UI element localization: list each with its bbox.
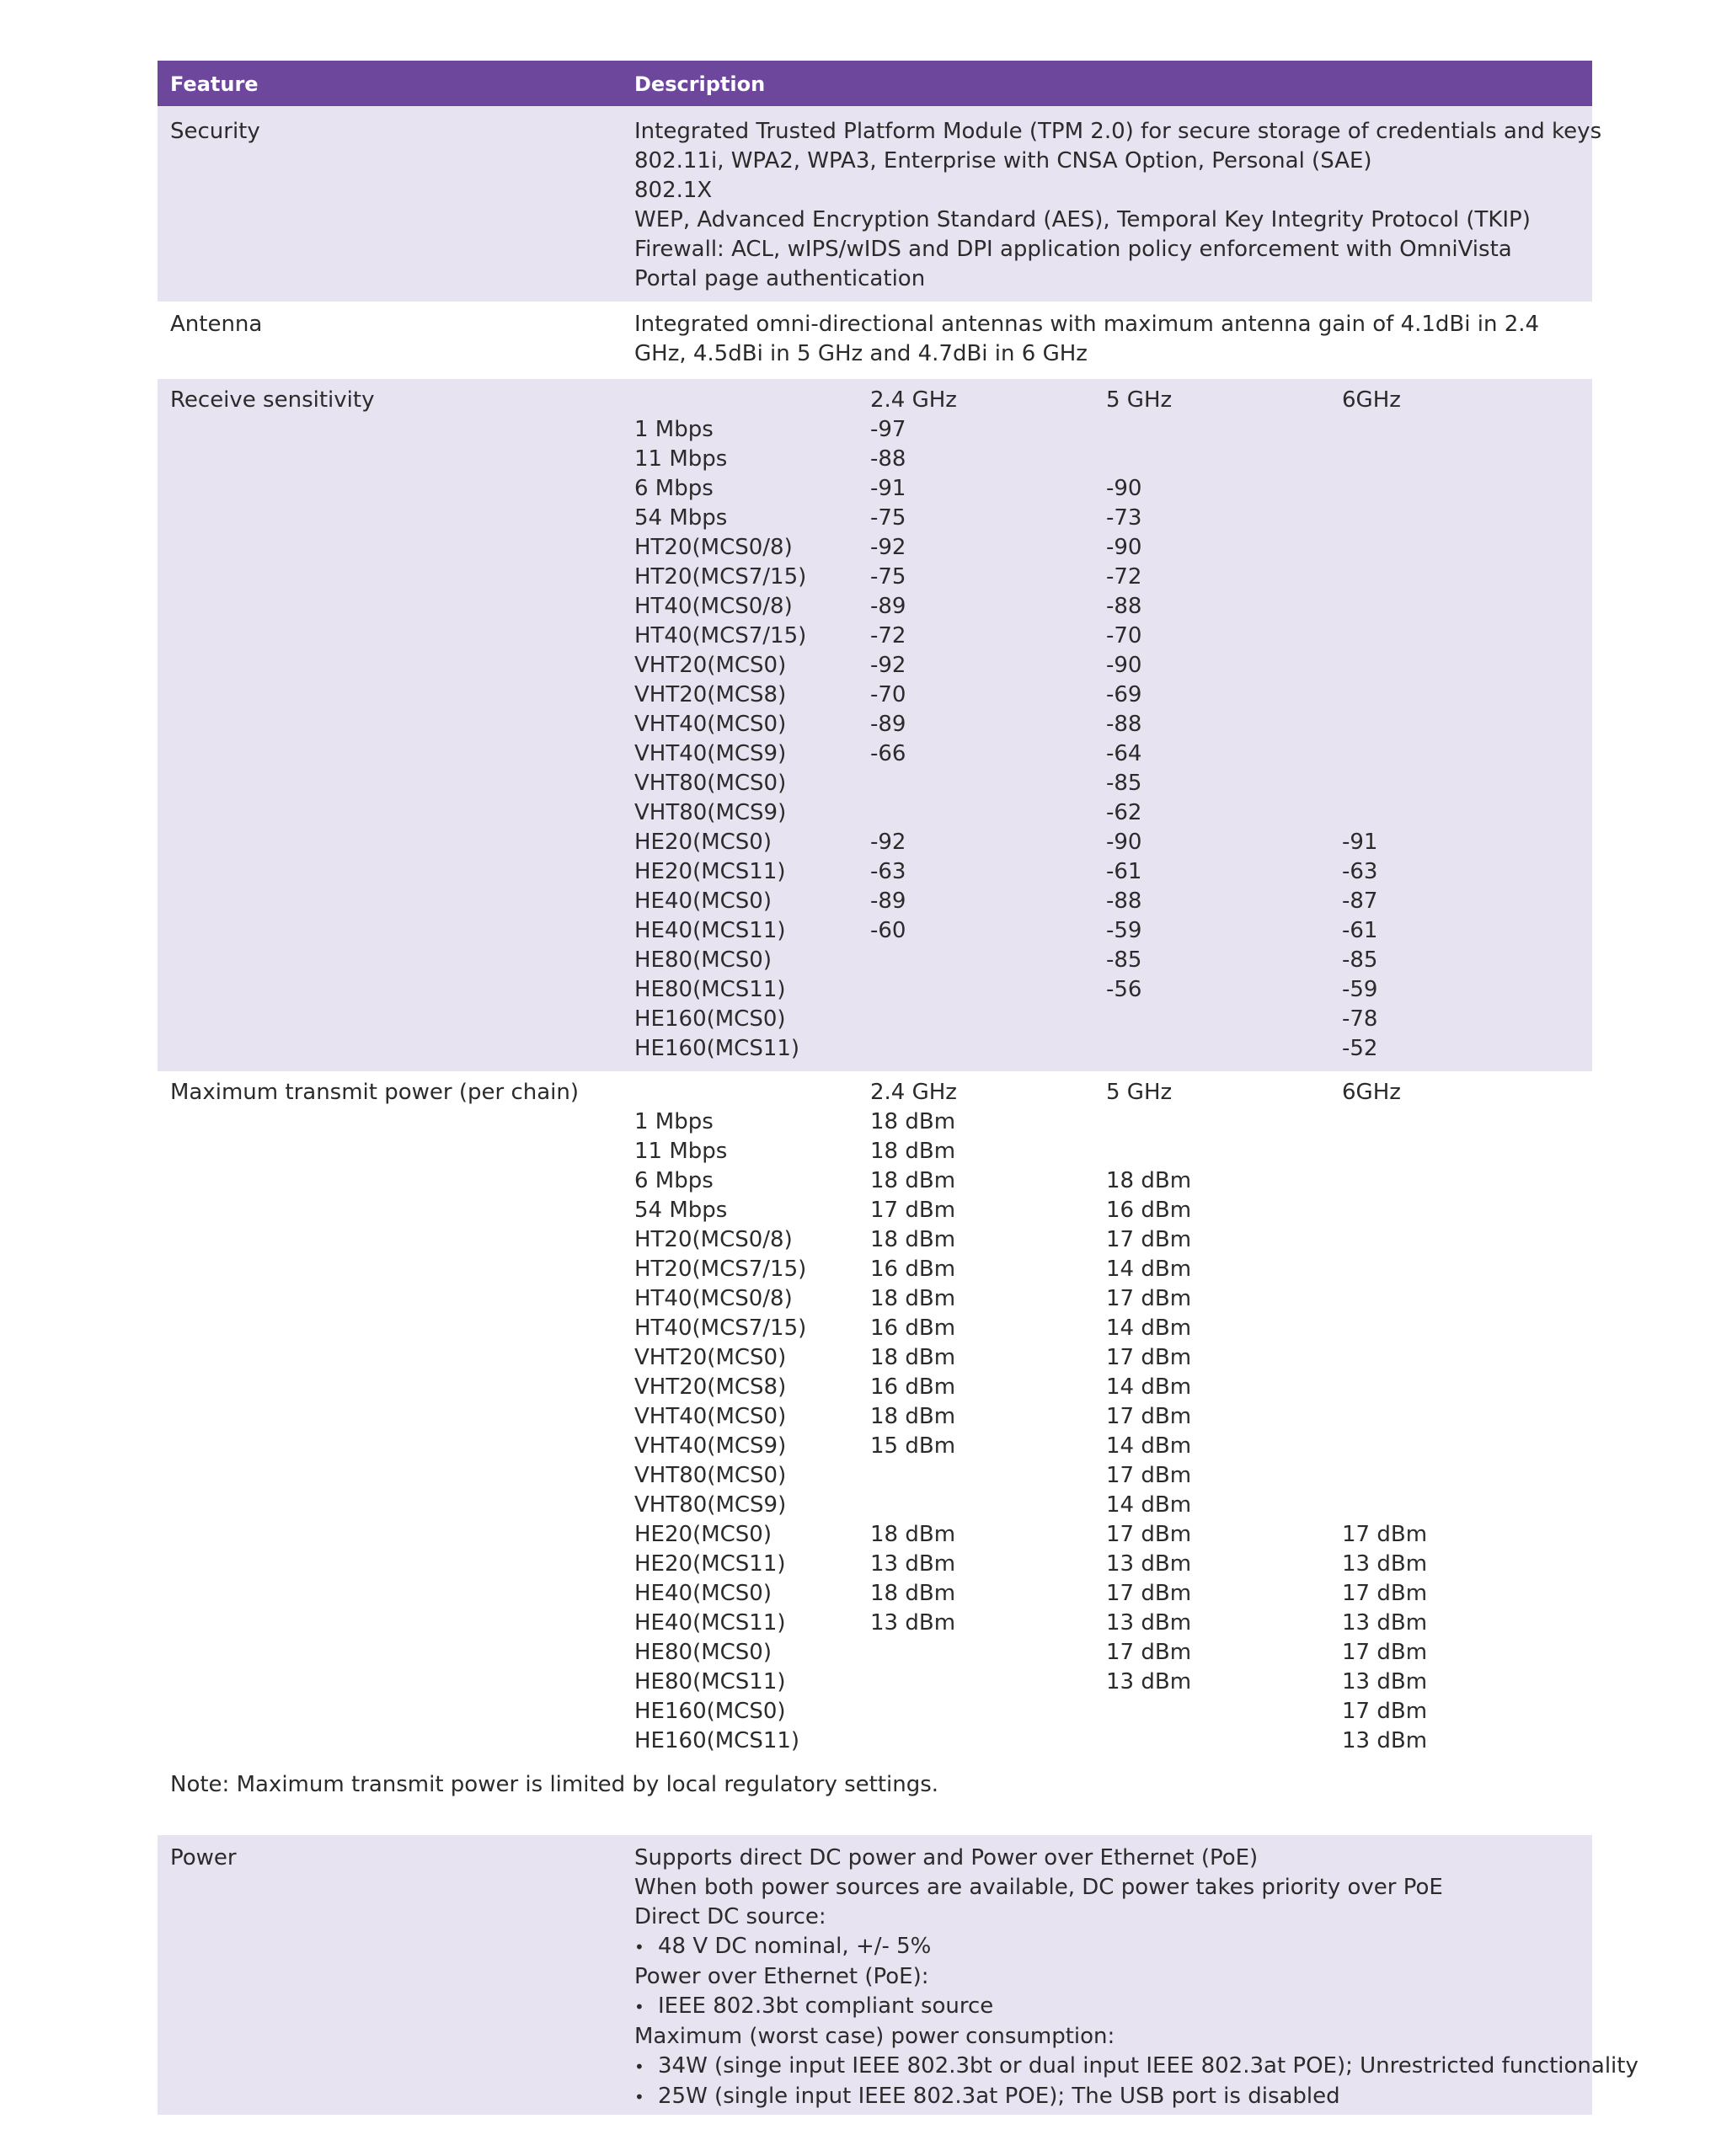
max-transmit-power-value: 14 dBm xyxy=(1106,1315,1192,1341)
receive-sensitivity-rate-label: VHT20(MCS8) xyxy=(634,682,787,707)
max-transmit-power-rate-label: VHT80(MCS9) xyxy=(634,1492,787,1518)
max-transmit-power-row xyxy=(634,1402,1578,1432)
receive-sensitivity-value: -66 xyxy=(870,741,906,766)
max-consumption-bullet: • 25W (single input IEEE 802.3at POE); The USB port is disabled xyxy=(634,2082,1582,2112)
max-transmit-power-grid xyxy=(634,1078,1578,1756)
receive-sensitivity-rate-label: HE160(MCS11) xyxy=(634,1036,800,1061)
receive-sensitivity-value: -64 xyxy=(1106,741,1142,766)
receive-sensitivity-value: -70 xyxy=(1106,623,1142,648)
security-label: Security xyxy=(170,119,260,144)
receive-sensitivity-value: -97 xyxy=(870,417,906,442)
max-transmit-power-value: 17 dBm xyxy=(1106,1227,1192,1252)
security-line: 802.11i, WPA2, WPA3, Enterprise with CNSA Option, Personal (SAE) xyxy=(634,148,1372,173)
max-transmit-power-rate-label: VHT40(MCS0) xyxy=(634,1404,787,1429)
max-transmit-power-rate-label: HT20(MCS7/15) xyxy=(634,1257,807,1282)
receive-sensitivity-value: -91 xyxy=(870,476,906,501)
max-transmit-power-row xyxy=(634,1343,1578,1373)
max-transmit-power-rate-label: 1 Mbps xyxy=(634,1109,714,1134)
max-transmit-power-row xyxy=(634,1609,1578,1638)
max-transmit-power-rate-label: 54 Mbps xyxy=(634,1198,728,1223)
receive-sensitivity-rate-label: HE20(MCS11) xyxy=(634,859,786,884)
receive-sensitivity-value: -72 xyxy=(1106,564,1142,590)
security-line: Portal page authentication xyxy=(634,266,926,291)
max-transmit-power-row xyxy=(634,1461,1578,1491)
security-line: Firewall: ACL, wIPS/wIDS and DPI application policy enforcement with OmniVista xyxy=(634,237,1512,262)
max-transmit-power-row xyxy=(634,1432,1578,1461)
security-line: Integrated Trusted Platform Module (TPM 2.0) for secure storage of credentials and keys xyxy=(634,119,1602,144)
max-transmit-power-value: 14 dBm xyxy=(1106,1433,1192,1459)
antenna-description: Integrated omni-directional antennas with maximum antenna gain of 4.1dBi in 2.4 GHz, 4.5dBi in 5 GHz and 4.7dBi in 6 GHz xyxy=(634,312,1540,366)
max-transmit-power-value: 15 dBm xyxy=(870,1433,956,1459)
header-feature: Feature xyxy=(170,72,259,96)
receive-sensitivity-row xyxy=(634,651,1578,680)
max-transmit-power-row xyxy=(634,1314,1578,1343)
receive-sensitivity-rate-label: VHT40(MCS0) xyxy=(634,712,787,737)
receive-sensitivity-value: -88 xyxy=(1106,889,1142,914)
max-consumption-bullet: • 34W (singe input IEEE 802.3bt or dual input IEEE 802.3at POE); Unrestricted functionality xyxy=(634,2052,1582,2082)
max-transmit-power-row xyxy=(634,1668,1578,1697)
max-transmit-power-column-headers xyxy=(634,1078,1578,1107)
max-transmit-power-label: Maximum transmit power (per chain) xyxy=(170,1080,579,1105)
receive-sensitivity-row xyxy=(634,828,1578,857)
receive-sensitivity-value: -62 xyxy=(1106,800,1142,825)
table-header xyxy=(158,61,1592,106)
receive-sensitivity-rate-label: HE160(MCS0) xyxy=(634,1006,786,1032)
receive-sensitivity-rate-label: VHT20(MCS0) xyxy=(634,653,787,678)
antenna-label: Antenna xyxy=(170,312,263,337)
receive-sensitivity-value: -85 xyxy=(1342,947,1378,973)
max-transmit-power-rate-label: HE40(MCS0) xyxy=(634,1581,772,1606)
receive-sensitivity-row xyxy=(634,946,1578,975)
max-transmit-power-row xyxy=(634,1284,1578,1314)
receive-sensitivity-column-headers xyxy=(634,386,1578,415)
receive-sensitivity-value: -72 xyxy=(870,623,906,648)
receive-sensitivity-row xyxy=(634,1034,1578,1064)
max-transmit-power-rate-label: VHT80(MCS0) xyxy=(634,1463,787,1488)
receive-sensitivity-value: -63 xyxy=(870,859,906,884)
max-transmit-power-value: 17 dBm xyxy=(1342,1522,1428,1547)
max-transmit-power-row xyxy=(634,1697,1578,1726)
security-line: 802.1X xyxy=(634,178,713,203)
receive-sensitivity-value: -52 xyxy=(1342,1036,1378,1061)
receive-sensitivity-value: -91 xyxy=(1342,830,1378,855)
receive-sensitivity-value: -75 xyxy=(870,564,906,590)
receive-sensitivity-rate-label: 6 Mbps xyxy=(634,476,714,501)
max-transmit-power-value: 13 dBm xyxy=(1106,1669,1192,1694)
max-transmit-power-column-header: 6GHz xyxy=(1342,1080,1401,1105)
receive-sensitivity-row xyxy=(634,445,1578,474)
receive-sensitivity-row xyxy=(634,533,1578,563)
receive-sensitivity-rate-label: HT20(MCS7/15) xyxy=(634,564,807,590)
max-transmit-power-value: 18 dBm xyxy=(870,1345,956,1370)
receive-sensitivity-value: -90 xyxy=(1106,476,1142,501)
max-transmit-power-row xyxy=(634,1520,1578,1550)
max-transmit-power-value: 17 dBm xyxy=(1342,1640,1428,1665)
max-transmit-power-row xyxy=(634,1491,1578,1520)
receive-sensitivity-value: -92 xyxy=(870,535,906,560)
max-transmit-power-rate-label: VHT20(MCS0) xyxy=(634,1345,787,1370)
max-transmit-power-value: 13 dBm xyxy=(870,1610,956,1636)
power-line: Supports direct DC power and Power over Ethernet (PoE) xyxy=(634,1845,1259,1870)
power-line: When both power sources are available, DC power takes priority over PoE xyxy=(634,1875,1443,1900)
max-transmit-power-rate-label: HE80(MCS11) xyxy=(634,1669,786,1694)
max-transmit-power-rate-label: HE40(MCS11) xyxy=(634,1610,786,1636)
max-transmit-power-rate-label: VHT20(MCS8) xyxy=(634,1374,787,1400)
max-transmit-power-row xyxy=(634,1550,1578,1579)
max-transmit-power-row xyxy=(634,1137,1578,1166)
receive-sensitivity-rate-label: HE40(MCS11) xyxy=(634,918,786,943)
power-label: Power xyxy=(170,1845,237,1870)
receive-sensitivity-rate-label: HT20(MCS0/8) xyxy=(634,535,793,560)
max-transmit-power-value: 18 dBm xyxy=(870,1286,956,1311)
max-transmit-power-rate-label: HE20(MCS11) xyxy=(634,1551,786,1577)
receive-sensitivity-value: -60 xyxy=(870,918,906,943)
header-description: Description xyxy=(634,72,766,96)
receive-sensitivity-row xyxy=(634,592,1578,622)
receive-sensitivity-rate-label: 11 Mbps xyxy=(634,446,728,472)
receive-sensitivity-row xyxy=(634,680,1578,710)
receive-sensitivity-row xyxy=(634,563,1578,592)
max-transmit-power-value: 17 dBm xyxy=(1106,1522,1192,1547)
dc-source-bullet: • 48 V DC nominal, +/- 5% xyxy=(634,1932,1582,1962)
transmit-power-note: Note: Maximum transmit power is limited by local regulatory settings. xyxy=(170,1772,939,1797)
receive-sensitivity-rate-label: HE80(MCS0) xyxy=(634,947,772,973)
receive-sensitivity-rate-label: VHT80(MCS9) xyxy=(634,800,787,825)
receive-sensitivity-rate-label: VHT80(MCS0) xyxy=(634,771,787,796)
max-transmit-power-value: 17 dBm xyxy=(1342,1699,1428,1724)
receive-sensitivity-value: -88 xyxy=(1106,712,1142,737)
receive-sensitivity-grid xyxy=(634,386,1578,1064)
max-transmit-power-value: 17 dBm xyxy=(1106,1404,1192,1429)
receive-sensitivity-rate-label: HE40(MCS0) xyxy=(634,889,772,914)
max-transmit-power-rate-label: HE160(MCS11) xyxy=(634,1728,800,1753)
max-transmit-power-value: 16 dBm xyxy=(870,1257,956,1282)
receive-sensitivity-value: -88 xyxy=(1106,594,1142,619)
max-transmit-power-value: 14 dBm xyxy=(1106,1492,1192,1518)
receive-sensitivity-row xyxy=(634,857,1578,887)
receive-sensitivity-value: -89 xyxy=(870,889,906,914)
receive-sensitivity-row xyxy=(634,504,1578,533)
receive-sensitivity-rate-label: HT40(MCS7/15) xyxy=(634,623,807,648)
receive-sensitivity-row xyxy=(634,739,1578,769)
receive-sensitivity-value: -73 xyxy=(1106,505,1142,531)
max-transmit-power-column-header: 2.4 GHz xyxy=(870,1080,957,1105)
max-transmit-power-rate-label: 11 Mbps xyxy=(634,1139,728,1164)
max-transmit-power-value: 18 dBm xyxy=(870,1404,956,1429)
max-transmit-power-value: 18 dBm xyxy=(870,1581,956,1606)
max-transmit-power-value: 14 dBm xyxy=(1106,1374,1192,1400)
receive-sensitivity-column-header: 5 GHz xyxy=(1106,387,1173,413)
row-security xyxy=(158,106,1602,302)
max-transmit-power-value: 13 dBm xyxy=(1342,1669,1428,1694)
max-transmit-power-value: 18 dBm xyxy=(870,1109,956,1134)
max-transmit-power-value: 16 dBm xyxy=(870,1374,956,1400)
receive-sensitivity-value: -92 xyxy=(870,653,906,678)
receive-sensitivity-rate-label: VHT40(MCS9) xyxy=(634,741,787,766)
receive-sensitivity-rate-label: HE80(MCS11) xyxy=(634,977,786,1002)
receive-sensitivity-value: -63 xyxy=(1342,859,1378,884)
receive-sensitivity-column-header: 6GHz xyxy=(1342,387,1401,413)
max-transmit-power-value: 17 dBm xyxy=(1106,1463,1192,1488)
security-description xyxy=(634,117,1602,294)
receive-sensitivity-row xyxy=(634,474,1578,504)
max-transmit-power-row xyxy=(634,1225,1578,1255)
max-transmit-power-value: 13 dBm xyxy=(870,1551,956,1577)
receive-sensitivity-label: Receive sensitivity xyxy=(170,387,375,413)
receive-sensitivity-value: -59 xyxy=(1106,918,1142,943)
receive-sensitivity-value: -59 xyxy=(1342,977,1378,1002)
max-transmit-power-value: 17 dBm xyxy=(1106,1640,1192,1665)
receive-sensitivity-row xyxy=(634,415,1578,445)
max-transmit-power-value: 14 dBm xyxy=(1106,1257,1192,1282)
max-transmit-power-rate-label: HE80(MCS0) xyxy=(634,1640,772,1665)
max-transmit-power-value: 17 dBm xyxy=(1106,1581,1192,1606)
max-transmit-power-row xyxy=(634,1196,1578,1225)
max-transmit-power-row xyxy=(634,1373,1578,1402)
receive-sensitivity-value: -89 xyxy=(870,712,906,737)
receive-sensitivity-value: -78 xyxy=(1342,1006,1378,1032)
row-max-transmit-power xyxy=(158,1071,1592,1871)
receive-sensitivity-row xyxy=(634,916,1578,946)
receive-sensitivity-value: -61 xyxy=(1342,918,1378,943)
max-transmit-power-rate-label: HT40(MCS7/15) xyxy=(634,1315,807,1341)
max-transmit-power-value: 17 dBm xyxy=(870,1198,956,1223)
max-transmit-power-value: 18 dBm xyxy=(870,1168,956,1193)
max-transmit-power-row xyxy=(634,1726,1578,1756)
max-consumption-heading: Maximum (worst case) power consumption: xyxy=(634,2024,1115,2049)
max-transmit-power-column-header: 5 GHz xyxy=(1106,1080,1173,1105)
receive-sensitivity-value: -92 xyxy=(870,830,906,855)
receive-sensitivity-value: -87 xyxy=(1342,889,1378,914)
max-transmit-power-value: 18 dBm xyxy=(870,1522,956,1547)
dc-source-heading: Direct DC source: xyxy=(634,1904,826,1929)
max-transmit-power-rate-label: HE160(MCS0) xyxy=(634,1699,786,1724)
max-transmit-power-value: 16 dBm xyxy=(1106,1198,1192,1223)
receive-sensitivity-rate-label: HT40(MCS0/8) xyxy=(634,594,793,619)
max-transmit-power-rate-label: HT20(MCS0/8) xyxy=(634,1227,793,1252)
receive-sensitivity-value: -85 xyxy=(1106,947,1142,973)
receive-sensitivity-value: -70 xyxy=(870,682,906,707)
max-transmit-power-value: 18 dBm xyxy=(1106,1168,1192,1193)
max-transmit-power-rate-label: HT40(MCS0/8) xyxy=(634,1286,793,1311)
receive-sensitivity-rate-label: HE20(MCS0) xyxy=(634,830,772,855)
row-receive-sensitivity xyxy=(158,379,1592,1071)
max-transmit-power-value: 17 dBm xyxy=(1106,1345,1192,1370)
poe-bullet: • IEEE 802.3bt compliant source xyxy=(634,1992,1582,2022)
poe-heading: Power over Ethernet (PoE): xyxy=(634,1964,929,1989)
receive-sensitivity-row xyxy=(634,887,1578,916)
row-antenna xyxy=(158,302,1592,379)
max-transmit-power-row xyxy=(634,1107,1578,1137)
receive-sensitivity-value: -90 xyxy=(1106,535,1142,560)
max-transmit-power-value: 13 dBm xyxy=(1342,1551,1428,1577)
max-transmit-power-value: 13 dBm xyxy=(1106,1551,1192,1577)
receive-sensitivity-row xyxy=(634,710,1578,739)
max-transmit-power-value: 13 dBm xyxy=(1342,1610,1428,1636)
receive-sensitivity-value: -90 xyxy=(1106,653,1142,678)
max-transmit-power-row xyxy=(634,1638,1578,1668)
receive-sensitivity-value: -69 xyxy=(1106,682,1142,707)
max-transmit-power-rate-label: VHT40(MCS9) xyxy=(634,1433,787,1459)
receive-sensitivity-row xyxy=(634,798,1578,828)
max-transmit-power-row xyxy=(634,1166,1578,1196)
receive-sensitivity-rate-label: 54 Mbps xyxy=(634,505,728,531)
receive-sensitivity-column-header: 2.4 GHz xyxy=(870,387,957,413)
receive-sensitivity-value: -61 xyxy=(1106,859,1142,884)
max-transmit-power-rate-label: HE20(MCS0) xyxy=(634,1522,772,1547)
receive-sensitivity-value: -90 xyxy=(1106,830,1142,855)
receive-sensitivity-value: -75 xyxy=(870,505,906,531)
receive-sensitivity-row xyxy=(634,1005,1578,1034)
receive-sensitivity-value: -56 xyxy=(1106,977,1142,1002)
max-transmit-power-value: 13 dBm xyxy=(1342,1728,1428,1753)
max-transmit-power-value: 17 dBm xyxy=(1106,1286,1192,1311)
max-transmit-power-value: 18 dBm xyxy=(870,1139,956,1164)
receive-sensitivity-row xyxy=(634,769,1578,798)
max-transmit-power-rate-label: 6 Mbps xyxy=(634,1168,714,1193)
receive-sensitivity-value: -85 xyxy=(1106,771,1142,796)
receive-sensitivity-row xyxy=(634,975,1578,1005)
max-transmit-power-value: 13 dBm xyxy=(1106,1610,1192,1636)
max-transmit-power-value: 18 dBm xyxy=(870,1227,956,1252)
receive-sensitivity-rate-label: 1 Mbps xyxy=(634,417,714,442)
security-line: WEP, Advanced Encryption Standard (AES), Temporal Key Integrity Protocol (TKIP) xyxy=(634,207,1531,232)
max-transmit-power-value: 16 dBm xyxy=(870,1315,956,1341)
receive-sensitivity-value: -88 xyxy=(870,446,906,472)
max-transmit-power-value: 17 dBm xyxy=(1342,1581,1428,1606)
power-description xyxy=(634,1844,1638,2112)
max-transmit-power-row xyxy=(634,1255,1578,1284)
receive-sensitivity-row xyxy=(634,622,1578,651)
max-transmit-power-row xyxy=(634,1579,1578,1609)
row-power xyxy=(158,1835,1638,2115)
receive-sensitivity-value: -89 xyxy=(870,594,906,619)
